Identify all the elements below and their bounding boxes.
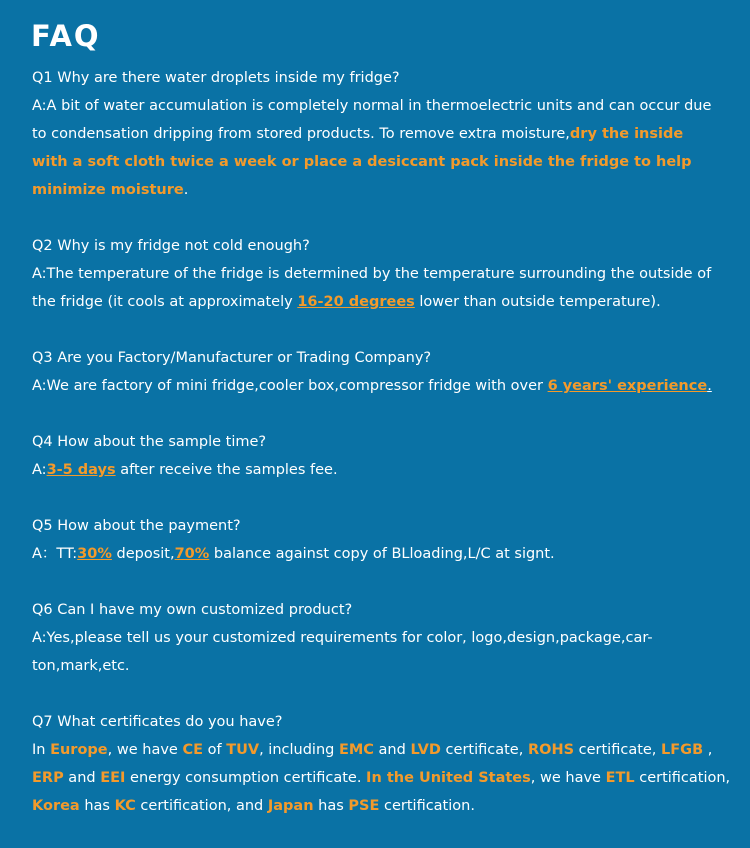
highlight-text: 3-5 days (46, 462, 116, 478)
faq-item (32, 596, 732, 680)
text-segment: . (707, 378, 712, 394)
faq-answer-line (32, 372, 732, 400)
highlight-text: 16-20 degrees (297, 294, 415, 310)
text-segment: and (63, 770, 101, 786)
text-segment: certification. (379, 798, 475, 814)
text-segment: Q2 Why is my fridge not cold enough? (32, 238, 310, 254)
highlight-text: ETL (605, 770, 635, 786)
highlight-text: CE (182, 742, 203, 758)
highlight-text: with a soft cloth twice a week or place a desiccant pack inside the fridge to help (32, 154, 692, 170)
faq-answer-line (32, 792, 732, 820)
faq-item (32, 512, 732, 568)
faq-question (32, 232, 732, 260)
highlight-text: LFGB (661, 742, 704, 758)
text-segment: Q4 How about the sample time? (32, 434, 267, 450)
highlight-text: EMC (338, 742, 374, 758)
faq-item (32, 428, 732, 484)
faq-answer-line (32, 736, 732, 764)
highlight-text: 70% (174, 546, 210, 562)
highlight-text: minimize moisture (32, 182, 184, 198)
faq-answer-line (32, 92, 732, 120)
highlight-text: EEI (100, 770, 126, 786)
text-segment: Q5 How about the payment? (32, 518, 241, 534)
text-segment: Q3 Are you Factory/Manufacturer or Trading Company? (32, 350, 432, 366)
text-segment: to condensation dripping from stored products. To remove extra moisture, (32, 126, 570, 142)
text-segment: energy consumption certificate. (125, 770, 367, 786)
faq-item (32, 344, 732, 400)
faq-question (32, 596, 732, 624)
highlight-text: LVD (410, 742, 441, 758)
highlight-text: Japan (267, 798, 314, 814)
faq-answer-line (32, 624, 732, 652)
text-segment: of (202, 742, 227, 758)
text-segment: A：TT: (32, 546, 78, 562)
faq-item (32, 232, 732, 316)
text-segment: certificate, (440, 742, 528, 758)
highlight-text: Europe (50, 742, 108, 758)
text-segment: certification, and (135, 798, 268, 814)
text-segment: balance against copy of BLloading,L/C at signt. (209, 546, 555, 562)
text-segment: has (79, 798, 115, 814)
highlight-text: TUV (226, 742, 260, 758)
text-segment: lower than outside temperature). (414, 294, 661, 310)
text-segment: . (183, 182, 189, 198)
faq-answer-line (32, 288, 732, 316)
page-title: FAQ (31, 19, 101, 53)
text-segment: after receive the samples fee. (115, 462, 338, 478)
highlight-text: ROHS (527, 742, 575, 758)
faq-question (32, 344, 732, 372)
faq-item (32, 64, 732, 204)
text-segment: has (313, 798, 349, 814)
faq-question (32, 708, 732, 736)
faq-question (32, 64, 732, 92)
faq-answer-line (32, 260, 732, 288)
text-segment: deposit, (111, 546, 175, 562)
text-segment: A:Yes,please tell us your customized requirements for color, logo,design,package,car- (32, 630, 653, 646)
text-segment: Q1 Why are there water droplets inside my fridge? (32, 70, 400, 86)
highlight-text: KC (114, 798, 136, 814)
text-segment: ton,mark,etc. (32, 658, 130, 674)
highlight-text: 30% (77, 546, 112, 562)
faq-question (32, 512, 732, 540)
highlight-text: PSE (348, 798, 380, 814)
text-segment: , including (259, 742, 339, 758)
text-segment: A:A bit of water accumulation is completely normal in thermoelectric units and can occur due (32, 98, 712, 114)
faq-answer-line (32, 652, 732, 680)
text-segment: , we have (530, 770, 606, 786)
faq-list (32, 64, 732, 848)
faq-answer-line (32, 120, 732, 148)
text-segment: , (703, 742, 713, 758)
text-segment: A:We are factory of mini fridge,cooler box,compressor fridge with over (32, 378, 548, 394)
text-segment: In (32, 742, 51, 758)
text-segment: , we have (107, 742, 183, 758)
text-segment: certificate, (574, 742, 662, 758)
text-segment: certification, (634, 770, 731, 786)
highlight-text: In the United States (366, 770, 531, 786)
highlight-text: 6 years' experience (547, 378, 708, 394)
text-segment: A: (32, 462, 47, 478)
text-segment: Q6 Can I have my own customized product? (32, 602, 353, 618)
highlight-text: ERP (32, 770, 64, 786)
faq-answer-line (32, 456, 732, 484)
highlight-text: Korea (32, 798, 80, 814)
faq-answer-line (32, 764, 732, 792)
text-segment: A:The temperature of the fridge is determined by the temperature surrounding the outside of (32, 266, 712, 282)
text-segment: Q7 What certificates do you have? (32, 714, 283, 730)
faq-answer-line (32, 176, 732, 204)
faq-item (32, 708, 732, 820)
text-segment: the fridge (it cools at approximately (32, 294, 298, 310)
faq-answer-line (32, 540, 732, 568)
faq-answer-line (32, 148, 732, 176)
highlight-text: dry the inside (569, 126, 684, 142)
faq-question (32, 428, 732, 456)
text-segment: and (373, 742, 411, 758)
